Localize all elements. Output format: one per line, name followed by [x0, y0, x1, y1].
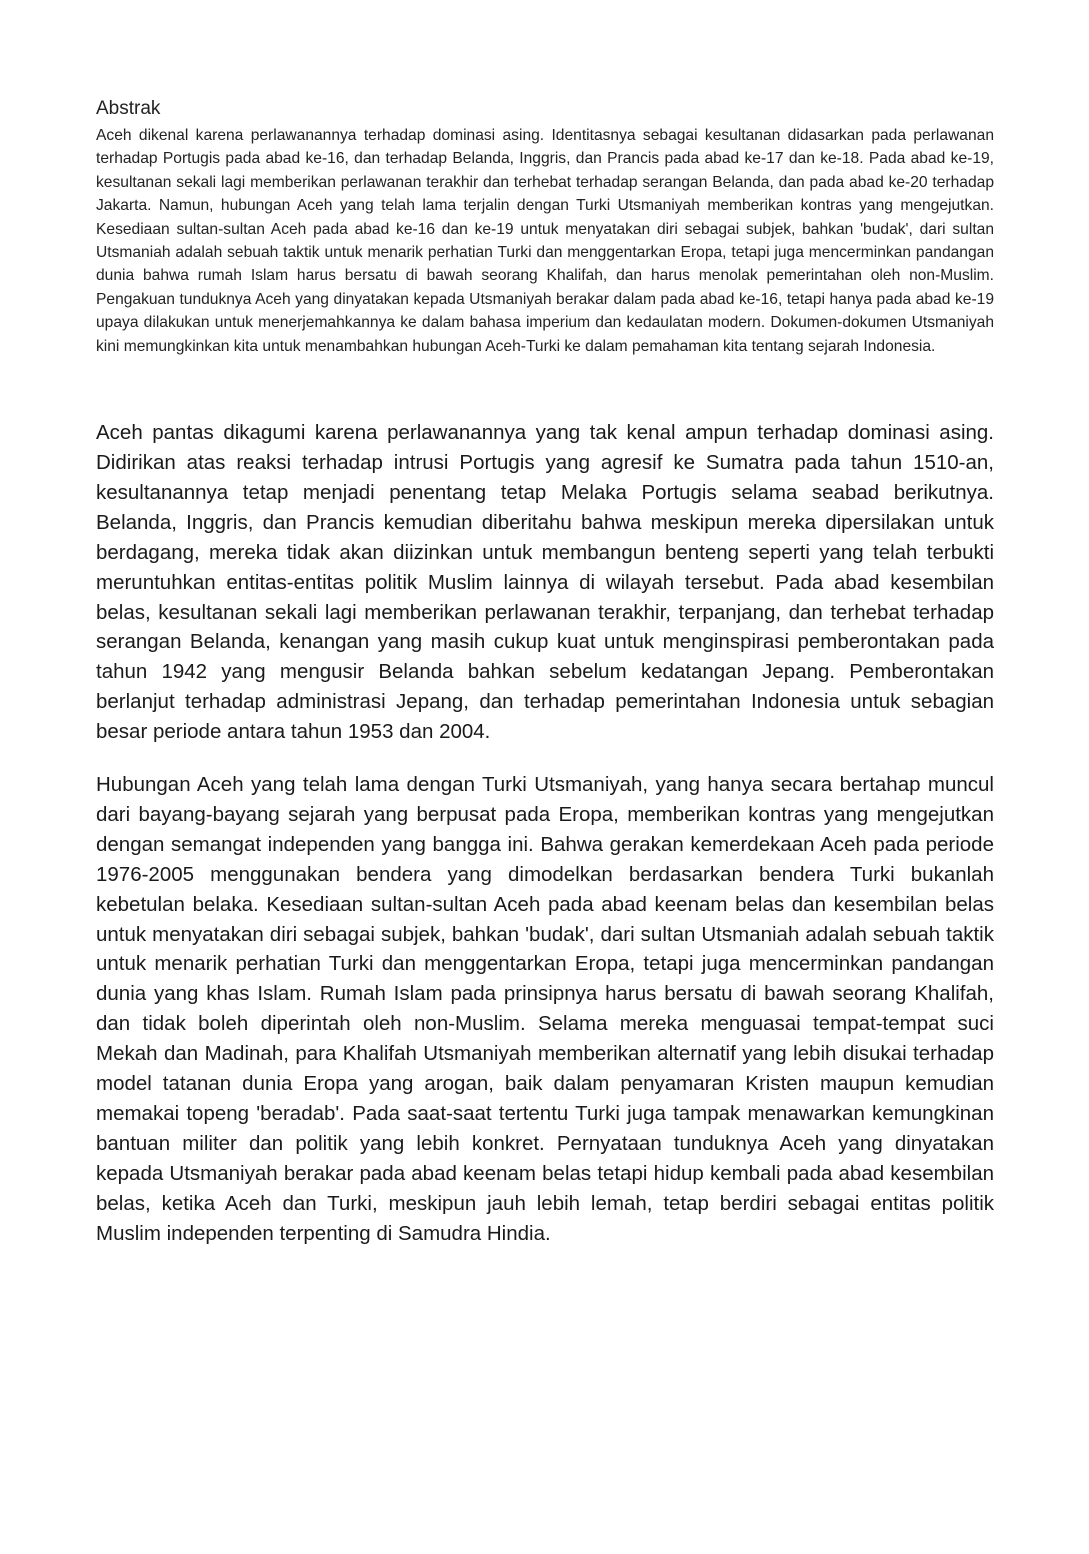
body-paragraph-1: Aceh pantas dikagumi karena perlawanannya yang tak kenal ampun terhadap dominasi asing. Didirikan atas reaksi terhadap intrusi Portugis yang agresif ke Sumatra pada tahun 1510-an, kesultanannya tetap menjadi penentang tetap Melaka Portugis selama seabad berikutnya. Belanda, Inggris, dan Prancis kemudian diberitahu bahwa meskipun mereka dipersilakan untuk berdagang, mereka tidak akan diizinkan untuk membangun benteng seperti yang telah terbukti meruntuhkan entitas-entitas politik Muslim lainnya di wilayah tersebut. Pada abad kesembilan belas, kesultanan sekali lagi memberikan perlawanan terakhir, terpanjang, dan terhebat terhadap serangan Belanda, kenangan yang masih cukup kuat untuk menginspirasi pemberontakan pada tahun 1942 yang mengusir Belanda bahkan sebelum kedatangan Jepang. Pemberontakan berlanjut terhadap administrasi Jepang, dan terhadap pemerintahan Indonesia untuk sebagian besar periode antara tahun 1953 dan 2004.: [96, 421, 994, 744]
body-section: [96, 418, 994, 1248]
abstract-text: Aceh dikenal karena perlawanannya terhadap dominasi asing. Identitasnya sebagai kesultanan didasarkan pada perlawanan terhadap Portugis pada abad ke-16, dan terhadap Belanda, Inggris, dan Prancis pada abad ke-17 dan ke-18. Pada abad ke-19, kesultanan sekali lagi memberikan perlawanan terakhir dan terhebat terhadap serangan Belanda, dan pada abad ke-20 terhadap Jakarta. Namun, hubungan Aceh yang telah lama terjalin dengan Turki Utsmaniyah memberikan kontras yang mengejutkan. Kesediaan sultan-sultan Aceh pada abad ke-16 dan ke-19 untuk menyatakan diri sebagai subjek, bahkan 'budak', dari sultan Utsmaniah adalah sebuah taktik untuk menarik perhatian Turki dan menggentarkan Eropa, tetapi juga mencerminkan pandangan dunia bahwa rumah Islam harus bersatu di bawah seorang Khalifah, dan harus menolak pemerintahan oleh non-Muslim. Pengakuan tunduknya Aceh yang dinyatakan kepada Utsmaniyah berakar dalam pada abad ke-16, tetapi hanya pada abad ke-19 upaya dilakukan untuk menerjemahkannya ke dalam bahasa imperium dan kedaulatan modern. Dokumen-dokumen Utsmaniyah kini memungkinkan kita untuk menambahkan hubungan Aceh-Turki ke dalam pemahaman kita tentang sejarah Indonesia.: [96, 127, 994, 355]
abstract-heading: Abstrak: [96, 98, 161, 119]
document-page: [96, 96, 994, 1272]
body-paragraph-2: Hubungan Aceh yang telah lama dengan Turki Utsmaniyah, yang hanya secara bertahap muncul dari bayang-bayang sejarah yang berpusat pada Eropa, memberikan kontras yang mengejutkan dengan semangat independen yang bangga ini. Bahwa gerakan kemerdekaan Aceh pada periode 1976-2005 menggunakan bendera yang dimodelkan berdasarkan bendera Turki bukanlah kebetulan belaka. Kesediaan sultan-sultan Aceh pada abad keenam belas dan kesembilan belas untuk menyatakan diri sebagai subjek, bahkan 'budak', dari sultan Utsmaniah adalah sebuah taktik untuk menarik perhatian Turki dan menggentarkan Eropa, tetapi juga mencerminkan pandangan dunia yang khas Islam. Rumah Islam pada prinsipnya harus bersatu di bawah seorang Khalifah, dan tidak boleh diperintah oleh non-Muslim. Selama mereka menguasai tempat-tempat suci Mekah dan Madinah, para Khalifah Utsmaniyah memberikan alternatif yang lebih disukai terhadap model tatanan dunia Eropa yang arogan, baik dalam penyamaran Kristen maupun kemudian memakai topeng 'beradab'. Pada saat-saat tertentu Turki juga tampak menawarkan kemungkinan bantuan militer dan politik yang lebih konkret. Pernyataan tunduknya Aceh yang dinyatakan kepada Utsmaniyah berakar pada abad keenam belas tetapi hidup kembali pada abad kesembilan belas, ketika Aceh dan Turki, meskipun jauh lebih lemah, tetap berdiri sebagai entitas politik Muslim independen terpenting di Samudra Hindia.: [96, 773, 994, 1245]
abstract-section: [96, 96, 994, 358]
